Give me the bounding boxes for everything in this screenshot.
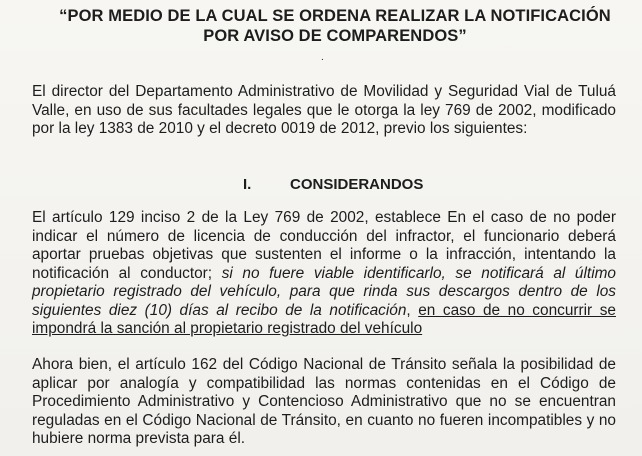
section-number: I. — [243, 176, 252, 193]
article-129-text: El artículo 129 inciso 2 de la Ley 769 de 2002, establece En el caso de no poder indicar el número de licencia de conducción del infractor, el funcionario deberá aportar pruebas objetivas que sustenten el informe o la infracción, intentando la notificación al conductor; — [32, 209, 616, 282]
article-129-italic-text: si no fuere viable identificarlo, se notificará al último propietario registrado del vehículo, para que rinda sus descargos dentro de los siguientes diez (10) días al recibo de la notificación — [32, 264, 616, 319]
article-129-paragraph — [32, 209, 616, 339]
section-heading — [0, 176, 642, 196]
article-162-paragraph: Ahora bien, el artículo 162 del Código Nacional de Tránsito señala la posibilidad de aplicar por analogía y compatibilidad las normas contenidas en el Código de Procedimiento Administrativo y Contencioso Administrativo que no se encuentran reguladas en el Código Nacional de Tránsito, en cuanto no fueren incompatibles y no hubiere norma prevista para él. — [32, 356, 616, 447]
stray-mark: . — [321, 52, 324, 63]
section-title: CONSIDERANDOS — [290, 176, 424, 193]
document-title: “POR MEDIO DE LA CUAL SE ORDENA REALIZAR LA NOTIFICACIÓN POR AVISO DE COMPARENDOS” — [59, 7, 611, 45]
article-129-underlined-text: en caso de no concurrir se impondrá la sanción al propietario registrado del vehículo — [32, 301, 616, 337]
article-129-comma: , — [406, 301, 419, 319]
intro-paragraph: El director del Departamento Administrativo de Movilidad y Seguridad Vial de Tuluá Valle, en uso de sus facultades legales que le otorga la ley 769 de 2002, modificado por la ley 1383 de 2010 y el decreto 0019 de 2012, previo los siguientes: — [32, 83, 616, 137]
